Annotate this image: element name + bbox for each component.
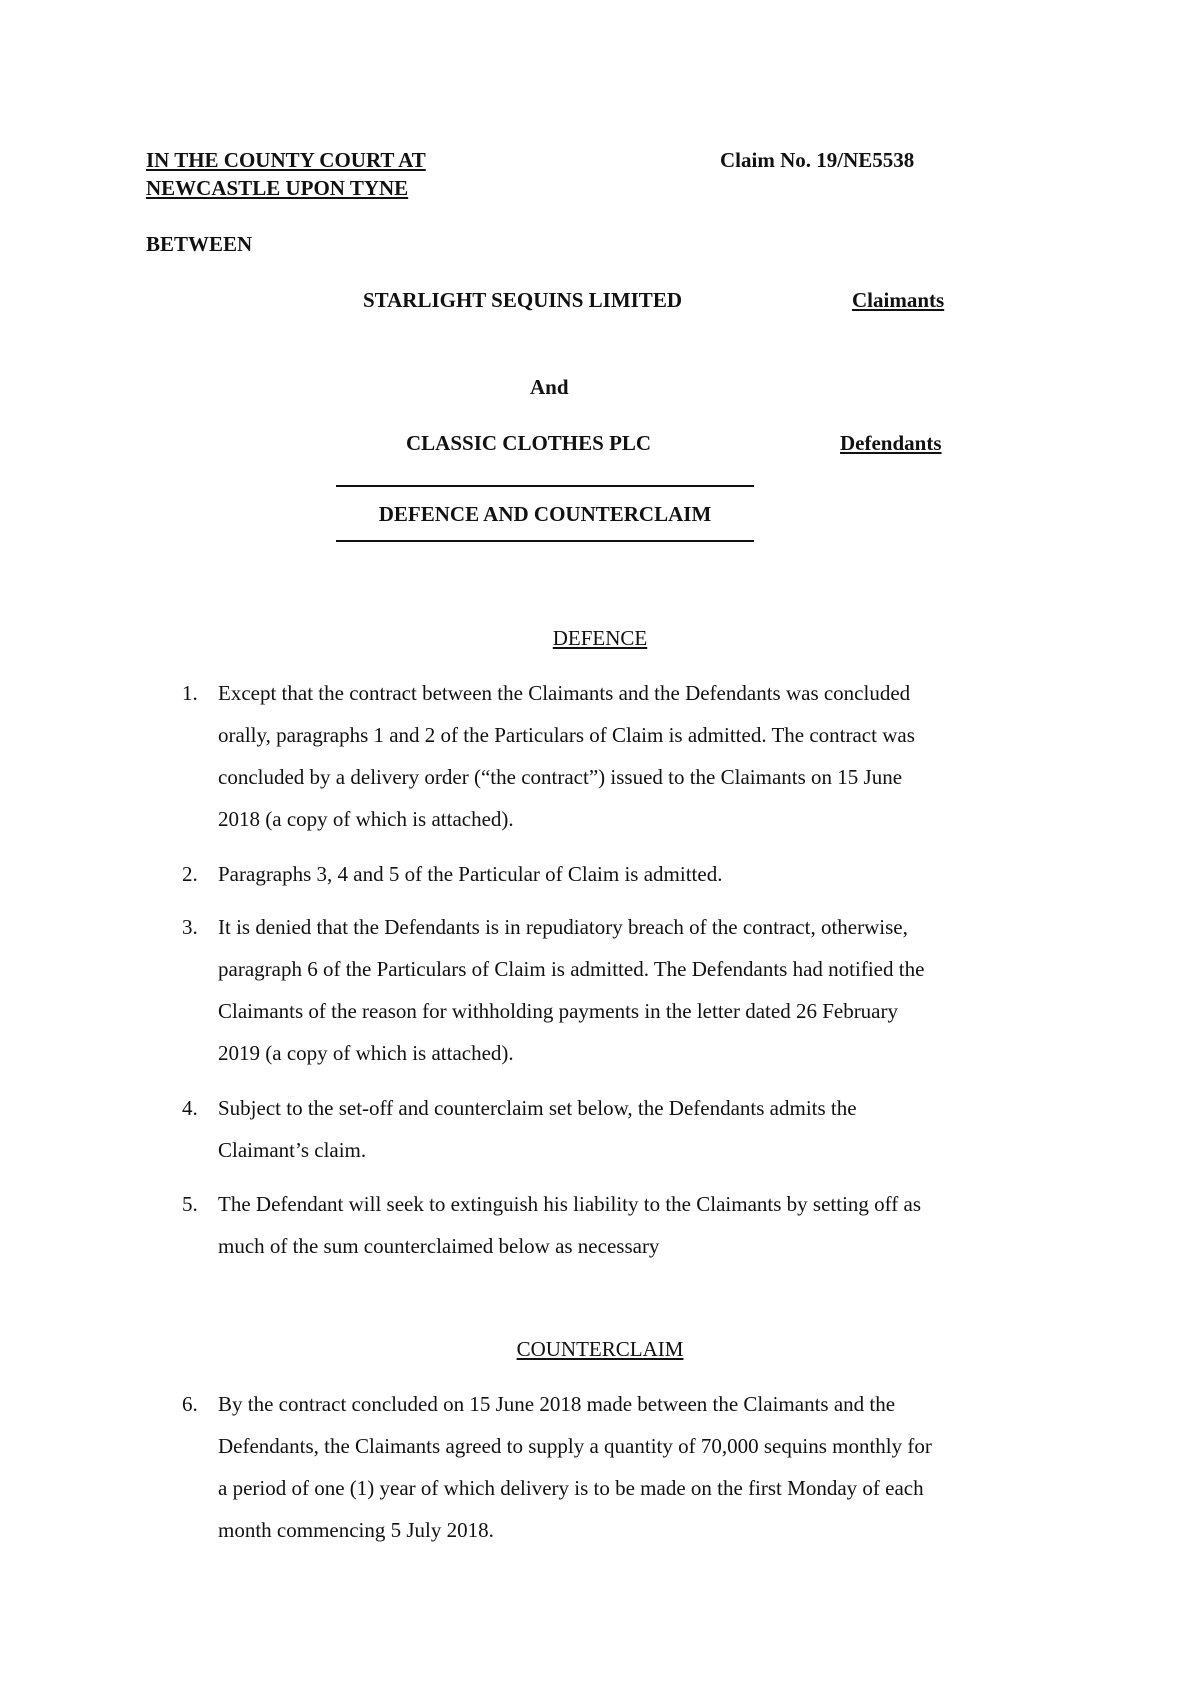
paragraph-line: Claimants of the reason for withholding payments in the letter dated 26 February	[218, 999, 898, 1023]
title-bottom-rule	[336, 540, 754, 542]
paragraph-line: Except that the contract between the Claimants and the Defendants was concluded	[218, 681, 911, 705]
paragraph-line: a period of one (1) year of which delivery is to be made on the first Monday of each	[218, 1476, 924, 1500]
paragraph-number: 3.	[182, 915, 198, 939]
paragraph-line: Claimant’s claim.	[218, 1138, 367, 1162]
paragraph-line: Subject to the set-off and counterclaim set below, the Defendants admits the	[218, 1096, 857, 1120]
paragraph-line: It is denied that the Defendants is in repudiatory breach of the contract, otherwise,	[218, 915, 908, 939]
paragraph-line: Defendants, the Claimants agreed to supply a quantity of 70,000 sequins monthly for	[218, 1434, 932, 1458]
court-name-line-2: NEWCASTLE UPON TYNE	[146, 176, 409, 200]
defendant-role: Defendants	[840, 431, 942, 455]
document-title: DEFENCE AND COUNTERCLAIM	[378, 502, 712, 526]
paragraph-line: orally, paragraphs 1 and 2 of the Particulars of Claim is admitted. The contract was	[218, 723, 915, 747]
paragraph-number: 4.	[182, 1096, 198, 1120]
claimant-role: Claimants	[852, 288, 945, 312]
paragraph-line: month commencing 5 July 2018.	[218, 1518, 494, 1542]
paragraph-number: 6.	[182, 1392, 198, 1416]
paragraph-line: much of the sum counterclaimed below as necessary	[218, 1234, 660, 1258]
title-top-rule	[336, 485, 754, 487]
paragraph-line: The Defendant will seek to extinguish his liability to the Claimants by setting off as	[218, 1192, 921, 1216]
paragraph-line: concluded by a delivery order (“the contract”) issued to the Claimants on 15 June	[218, 765, 903, 789]
defendant-name: CLASSIC CLOTHES PLC	[406, 431, 652, 455]
claim-number: Claim No. 19/NE5538	[720, 148, 915, 172]
paragraph-line: By the contract concluded on 15 June 2018 made between the Claimants and the	[218, 1392, 896, 1416]
paragraph-number: 1.	[182, 681, 198, 705]
claimant-name: STARLIGHT SEQUINS LIMITED	[363, 288, 682, 312]
between-label: BETWEEN	[146, 232, 253, 256]
and-label: And	[530, 375, 569, 399]
counterclaim-heading: COUNTERCLAIM	[516, 1337, 684, 1361]
paragraph-line: 2018 (a copy of which is attached).	[218, 807, 514, 831]
paragraph-line: paragraph 6 of the Particulars of Claim is admitted. The Defendants had notified the	[218, 957, 925, 981]
court-name-line-1: IN THE COUNTY COURT AT	[146, 148, 426, 172]
paragraph-line: 2019 (a copy of which is attached).	[218, 1041, 514, 1065]
paragraph-number: 2.	[182, 862, 198, 886]
paragraph-number: 5.	[182, 1192, 198, 1216]
paragraph-line: Paragraphs 3, 4 and 5 of the Particular of Claim is admitted.	[218, 862, 723, 886]
defence-heading: DEFENCE	[552, 626, 648, 650]
